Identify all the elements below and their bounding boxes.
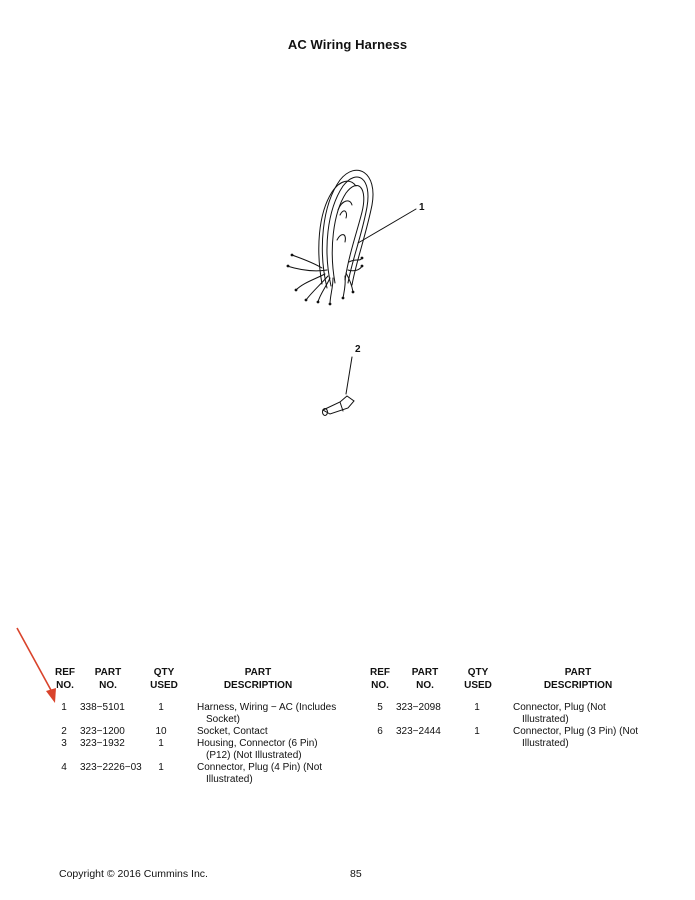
part-no: 323−1932 (80, 738, 125, 749)
ref-no: 6 (377, 726, 383, 737)
callout-label-1: 1 (419, 202, 425, 213)
header-part-no: PART NO. (94, 667, 122, 691)
ref-no: 2 (61, 726, 67, 737)
qty-used: 1 (474, 726, 480, 737)
page-title: AC Wiring Harness (287, 37, 408, 52)
part-description: Connector, Plug (3 Pin) (Not Illustrated) (513, 726, 639, 749)
part-no: 323−2444 (396, 726, 441, 737)
copyright-footer: Copyright © 2016 Cummins Inc. (59, 868, 208, 880)
part-no: 323−2226−03 (80, 762, 142, 773)
qty-used: 1 (158, 738, 164, 749)
ref-no: 1 (61, 702, 67, 713)
header-ref-no: REF NO. (370, 667, 390, 691)
part-no: 338−5101 (80, 702, 125, 713)
qty-used: 1 (474, 702, 480, 713)
header-part-no: PART NO. (411, 667, 439, 691)
callout-label-2: 2 (355, 344, 361, 355)
part-description: Socket, Contact (197, 726, 268, 737)
part-description: Connector, Plug (4 Pin) (Not Illustrated) (197, 762, 323, 785)
ref-no: 3 (61, 738, 67, 749)
ref-no: 4 (61, 762, 67, 773)
qty-used: 10 (155, 726, 167, 737)
header-part-description: PART DESCRIPTION (223, 667, 293, 691)
header-qty-used: QTY USED (464, 667, 492, 691)
qty-used: 1 (158, 762, 164, 773)
header-ref-no: REF NO. (55, 667, 75, 691)
page-number: 85 (350, 868, 362, 880)
part-no: 323−2098 (396, 702, 441, 713)
ref-no: 5 (377, 702, 383, 713)
part-description: Housing, Connector (6 Pin) (P12) (Not Illustrated) (197, 738, 318, 761)
qty-used: 1 (158, 702, 164, 713)
part-no: 323−1200 (80, 726, 125, 737)
part-description: Harness, Wiring − AC (Includes Socket) (197, 702, 337, 725)
part-description: Connector, Plug (Not Illustrated) (513, 702, 606, 725)
header-part-description: PART DESCRIPTION (543, 667, 613, 691)
header-qty-used: QTY USED (150, 667, 178, 691)
